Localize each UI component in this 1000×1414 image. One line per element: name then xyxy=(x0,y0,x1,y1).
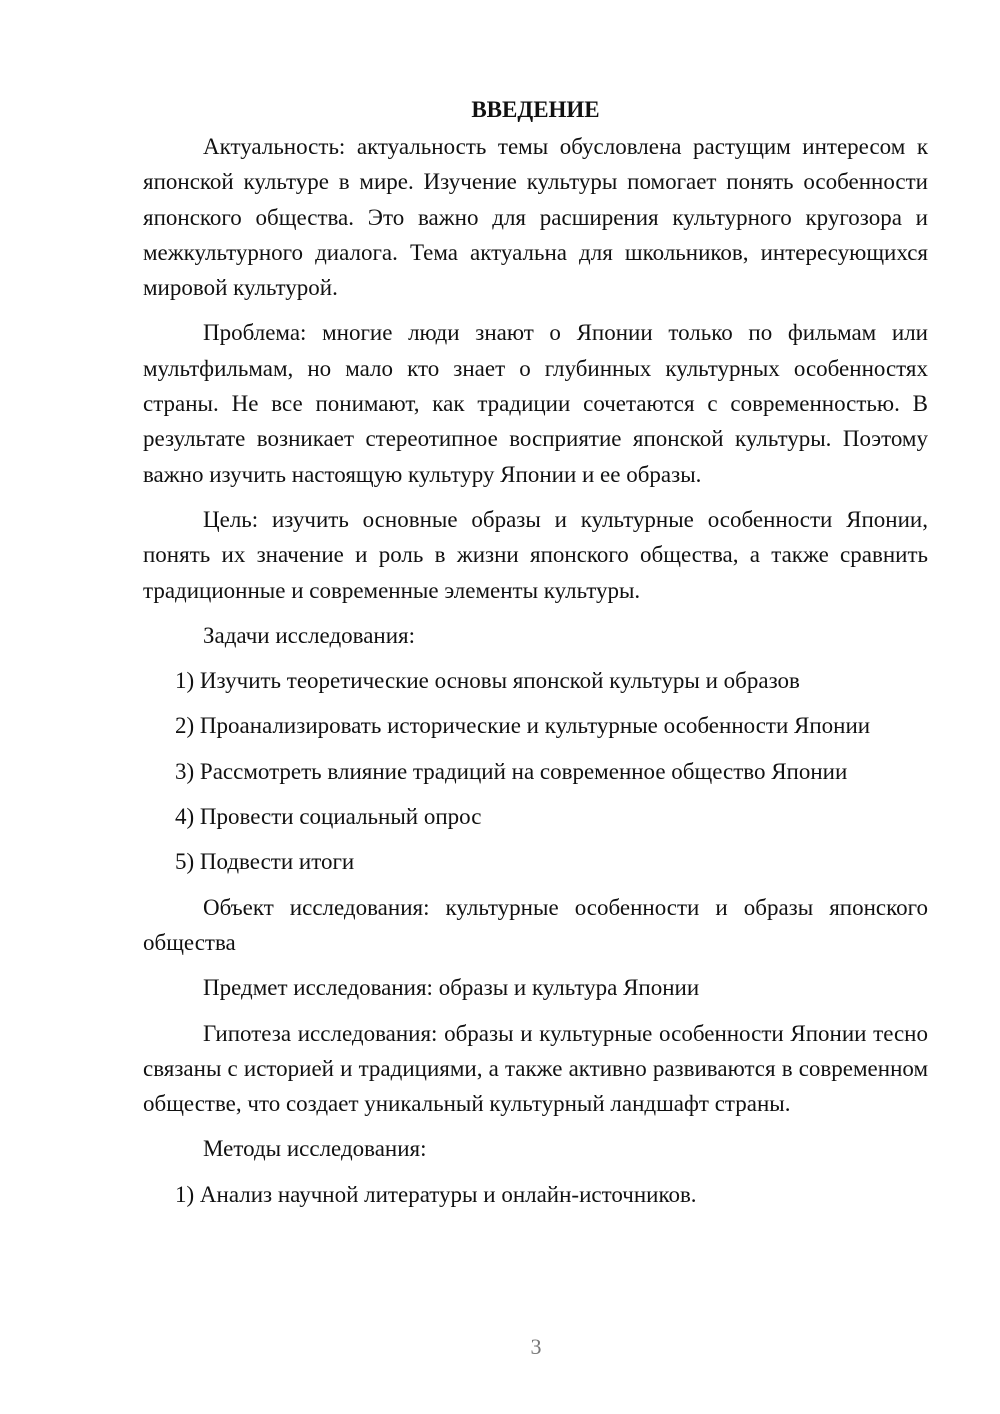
goal-paragraph: Цель: изучить основные образы и культурные особенности Японии, понять их значение и роль в жизни японского общества, а также сравнить традиционные и современные элементы культуры. xyxy=(143,506,928,603)
hypothesis-paragraph: Гипотеза исследования: образы и культурные особенности Японии тесно связаны с историей и традициями, а также активно развиваются в современном обществе, что создает уникальный культурный ландшафт страны. xyxy=(143,1020,928,1117)
body-text xyxy=(143,92,928,1222)
page-number: 3 xyxy=(530,1334,542,1359)
methods-heading: Методы исследования: xyxy=(203,1136,427,1162)
task-item-1: 1) Изучить теоретические основы японской культуры и образов xyxy=(175,668,800,694)
task-item-2: 2) Проанализировать исторические и культурные особенности Японии xyxy=(175,713,871,739)
task-item-4: 4) Провести социальный опрос xyxy=(175,804,482,830)
problem-paragraph: Проблема: многие люди знают о Японии только по фильмам или мультфильмам, но мало кто знает о глубинных культурных особенностях страны. Не все понимают, как традиции сочетаются с современностью. В результате возникает стереотипное восприятие японской культуры. Поэтому важно изучить настоящую культуру Японии и ее образы. xyxy=(143,320,928,487)
relevance-paragraph: Актуальность: актуальность темы обусловлена растущим интересом к японской культуре в мире. Изучение культуры помогает понять особенности японского общества. Это важно для расширения культурного кругозора и межкультурного диалога. Тема актуальна для школьников, интересующихся мировой культурой. xyxy=(143,134,928,301)
page-title: ВВЕДЕНИЕ xyxy=(471,97,600,122)
task-item-5: 5) Подвести итоги xyxy=(175,849,355,875)
subject-paragraph: Предмет исследования: образы и культура Японии xyxy=(203,975,700,1001)
object-paragraph: Объект исследования: культурные особенности и образы японского общества xyxy=(143,894,928,955)
task-item-3: 3) Рассмотреть влияние традиций на современное общество Японии xyxy=(175,758,848,784)
method-item-1: 1) Анализ научной литературы и онлайн-источников. xyxy=(175,1181,697,1207)
tasks-heading: Задачи исследования: xyxy=(203,622,416,648)
